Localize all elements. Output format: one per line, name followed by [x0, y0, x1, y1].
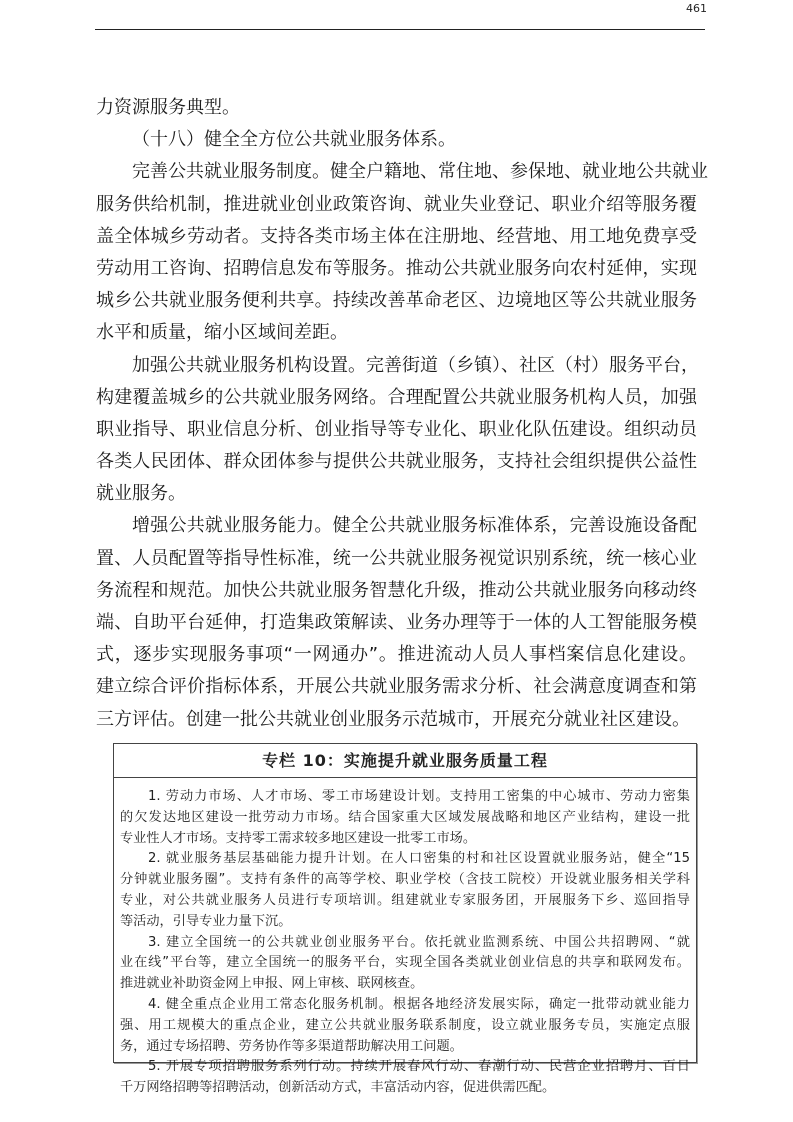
text-line: 水平和质量，缩小区域间差距。	[96, 322, 348, 344]
page-number: 461	[686, 2, 707, 15]
text-line: 3. 建立全国统一的公共就业创业服务平台。依托就业监测系统、中国公共招聘网、“就	[148, 934, 690, 950]
text-line: 端、自助平台延伸，打造集政策解读、业务办理等于一体的人工智能服务模	[96, 612, 697, 633]
paragraph	[96, 510, 697, 735]
text-line: 职业指导、职业信息分析、创业指导等专业化、职业化队伍建设。组织动员	[96, 418, 697, 440]
sidebar-box-column-10	[113, 743, 697, 1096]
text-line: 置、人员配置等指导性标准，统一公共就业服务视觉识别系统，统一核心业	[96, 547, 697, 569]
box-item	[120, 849, 690, 932]
text-line: 三方评估。创建一批公共就业创业服务示范城市，开展充分就业社区建设。	[96, 708, 690, 730]
text-line: 增强公共就业服务能力。健全公共就业服务标准体系，完善设施设备配	[132, 515, 697, 537]
text-line: 式，逐步实现服务事项“一网通办”。推进流动人员人事档案信息化建设。	[96, 644, 697, 666]
text-line: 业在线”平台等，建立全国统一的服务平台，实现全国各类就业创业信息的共享和联网发布。	[120, 955, 690, 971]
text-line: 等活动，引导专业力量下沉。	[120, 913, 292, 929]
text-line: 完善公共就业服务制度。健全户籍地、常住地、参保地、就业地公共就业	[132, 161, 708, 183]
text-line: 构建覆盖城乡的公共就业服务网络。合理配置公共就业服务机构人员，加强	[96, 386, 697, 408]
text-line: 劳动用工咨询、招聘信息发布等服务。推动公共就业服务向农村延伸，实现	[96, 257, 697, 279]
paragraph	[96, 124, 697, 156]
text-line: 力资源服务典型。	[96, 97, 240, 118]
text-line: 各类人民团体、群众团体参与提供公共就业服务，支持社会组织提供公益性	[96, 451, 697, 473]
text-line: 4. 健全重点企业用工常态化服务机制。根据各地经济发展实际，确定一批带动就业能力	[148, 996, 690, 1012]
text-line: 分钟就业服务圈”。支持有条件的高等学校、职业学校（含技工院校）开设就业服务相关学科	[120, 872, 690, 888]
text-line: 盖全体城乡劳动者。支持各类市场主体在注册地、经营地、用工地免费享受	[96, 225, 697, 247]
box-item	[120, 787, 690, 849]
text-line: 专业性人才市场。支持零工需求较多地区建设一批零工市场。	[120, 830, 477, 846]
text-line: 5. 开展专项招聘服务系列行动。持续开展春风行动、春潮行动、民营企业招聘月、百日	[148, 1059, 690, 1075]
box-title: 专栏 10：实施提升就业服务质量工程	[114, 744, 696, 778]
box-item	[120, 995, 690, 1057]
text-line: 加强公共就业服务机构设置。完善街道（乡镇）、社区（村）服务平台，	[132, 354, 699, 376]
text-line: 千万网络招聘等招聘活动，创新活动方式，丰富活动内容，促进供需匹配。	[120, 1080, 556, 1096]
text-line: 推进就业补助资金网上申报、网上审核、联网核查。	[120, 976, 424, 992]
paragraph	[96, 156, 708, 349]
text-line: 专业，对公共就业服务人员进行专项培训。组建就业专家服务团，开展服务下乡、巡回指导	[120, 892, 690, 908]
box-item	[120, 933, 690, 995]
text-line: 建立综合评价指标体系，开展公共就业服务需求分析、社会满意度调查和第	[96, 676, 697, 698]
text-line: 2. 就业服务基层基础能力提升计划。在人口密集的村和社区设置就业服务站，健全“15	[148, 851, 690, 867]
header-divider	[95, 29, 705, 30]
text-line: 务流程和规范。加快公共就业服务智慧化升级，推动公共就业服务向移动终	[96, 579, 697, 601]
text-line: 强、用工规模大的重点企业，建立公共就业服务联系制度，设立就业服务专员，实施定点服	[120, 1017, 690, 1033]
box-body	[114, 778, 696, 1099]
paragraph	[96, 350, 697, 511]
text-line: 城乡公共就业服务便利共享。持续改善革命老区、边境地区等公共就业服务	[96, 290, 697, 312]
text-line: 就业服务。	[96, 483, 186, 505]
text-line: 1. 劳动力市场、人才市场、零工市场建设计划。支持用工密集的中心城市、劳动力密集	[148, 789, 690, 804]
text-line: 的欠发达地区建设一批劳动力市场。结合国家重大区域发展战略和地区产业结构，建设一批	[120, 809, 690, 825]
text-line: 服务供给机制，推进就业创业政策咨询、就业失业登记、职业介绍等服务覆	[96, 193, 697, 215]
text-line: 务，通过专场招聘、劳务协作等多渠道帮助解决用工问题。	[120, 1038, 463, 1054]
text-line: （十八）健全全方位公共就业服务体系。	[132, 129, 456, 151]
paragraph	[96, 92, 697, 124]
body-text	[96, 92, 708, 736]
box-item	[120, 1057, 690, 1099]
